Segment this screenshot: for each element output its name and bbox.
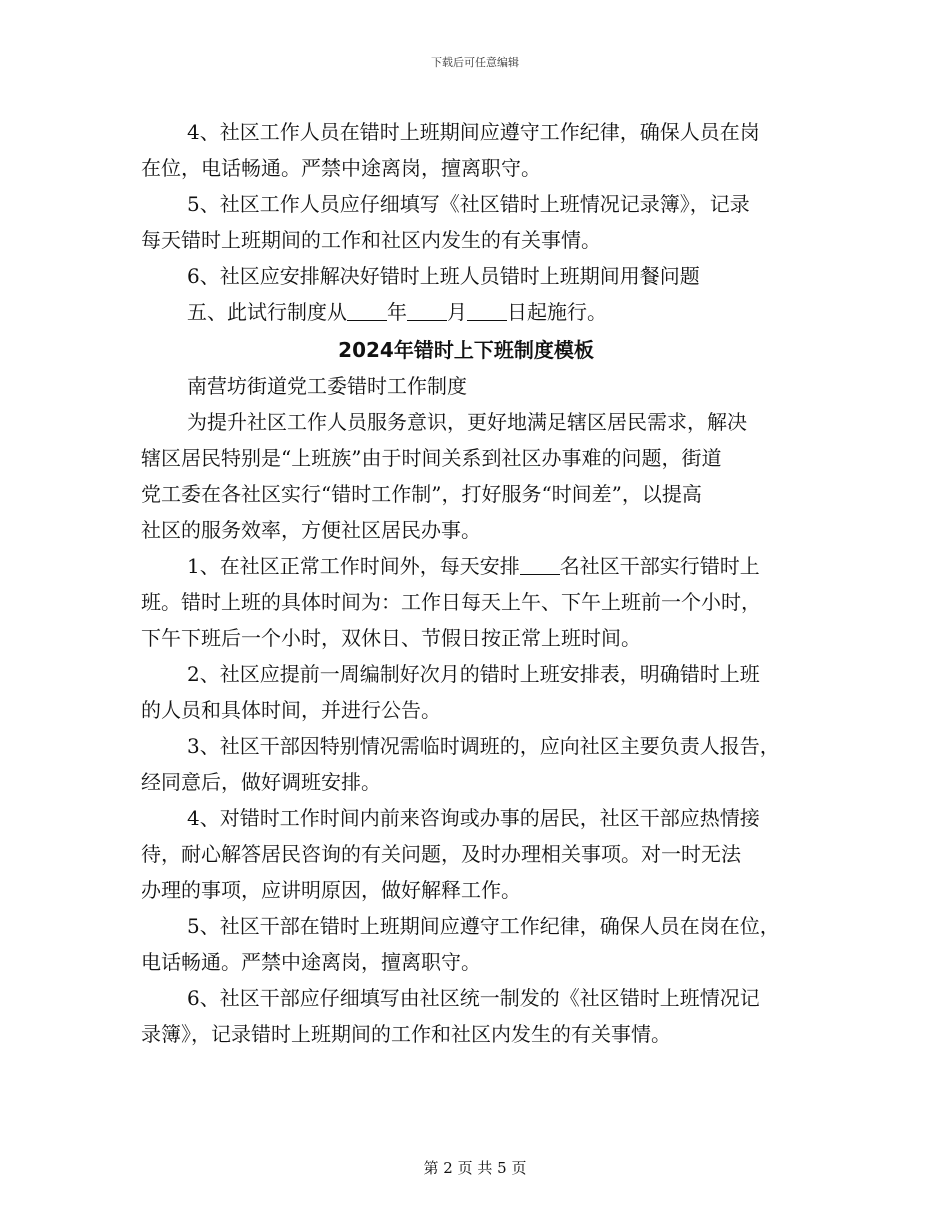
blank-day [467,302,507,321]
paragraph-line: 辖区居民特别是“上班族”由于时间关系到社区办事难的问题，街道 [141,446,722,470]
item-1-text-1: 1、在社区正常工作时间外，每天安排 [187,554,520,578]
paragraph-line: 经同意后，做好调班安排。 [141,770,381,794]
paragraph-line: 5、社区工作人员应仔细填写《社区错时上班情况记录簿》，记录 [187,192,750,216]
paragraph-line: 在位，电话畅通。严禁中途离岗，擅离职守。 [141,156,541,180]
paragraph-line: 班。错时上班的具体时间为：工作日每天上午、下午上班前一个小时， [141,590,761,614]
paragraph-line: 办理的事项，应讲明原因，做好解释工作。 [141,878,521,902]
paragraph-line: 党工委在各社区实行“错时工作制”，打好服务“时间差”，以提高 [141,482,702,506]
blank-count [520,556,560,575]
paragraph-line: 为提升社区工作人员服务意识，更好地满足辖区居民需求，解决 [187,410,747,434]
page-footer: 第 2 页 共 5 页 [423,1159,527,1177]
paragraph-line: 的人员和具体时间，并进行公告。 [141,698,441,722]
effective-text-2: 年 [387,300,407,324]
blank-month [407,302,447,321]
paragraph-line: 待，耐心解答居民咨询的有关问题，及时办理相关事项。对一时无法 [141,842,741,866]
header-note: 下载后可任意编辑 [431,56,519,69]
paragraph-line: 电话畅通。严禁中途离岗，擅离职守。 [141,950,481,974]
paragraph-line: 4、对错时工作时间内前来咨询或办事的居民，社区干部应热情接 [187,806,760,830]
paragraph-line: 录簿》，记录错时上班期间的工作和社区内发生的有关事情。 [141,1022,671,1046]
paragraph-line: 每天错时上班期间的工作和社区内发生的有关事情。 [141,228,601,252]
paragraph-line: 6、社区干部应仔细填写由社区统一制发的《社区错时上班情况记 [187,986,760,1010]
paragraph-line: 4、社区工作人员在错时上班期间应遵守工作纪律，确保人员在岗 [187,120,760,144]
effective-date-line [141,294,816,330]
item-1-line [141,548,816,584]
paragraph-line: 2、社区应提前一周编制好次月的错时上班安排表，明确错时上班 [187,662,760,686]
paragraph-line: 下午下班后一个小时，双休日、节假日按正常上班时间。 [141,626,641,650]
paragraph-line: 6、社区应安排解决好错时上班人员错时上班期间用餐问题 [187,264,700,288]
paragraph-line: 5、社区干部在错时上班期间应遵守工作纪律，确保人员在岗在位， [187,914,780,938]
effective-text-4: 日起施行。 [507,300,607,324]
document-title: 2024年错时上下班制度模板 [338,338,594,362]
blank-year [347,302,387,321]
paragraph-line: 3、社区干部因特别情况需临时调班的，应向社区主要负责人报告， [187,734,780,758]
paragraph-line: 社区的服务效率，方便社区居民办事。 [141,518,481,542]
effective-text-1: 五、此试行制度从 [187,300,347,324]
subtitle: 南营坊街道党工委错时工作制度 [187,374,467,398]
document-body [141,114,816,1052]
effective-text-3: 月 [447,300,467,324]
item-1-text-2: 名社区干部实行错时上 [559,554,760,578]
